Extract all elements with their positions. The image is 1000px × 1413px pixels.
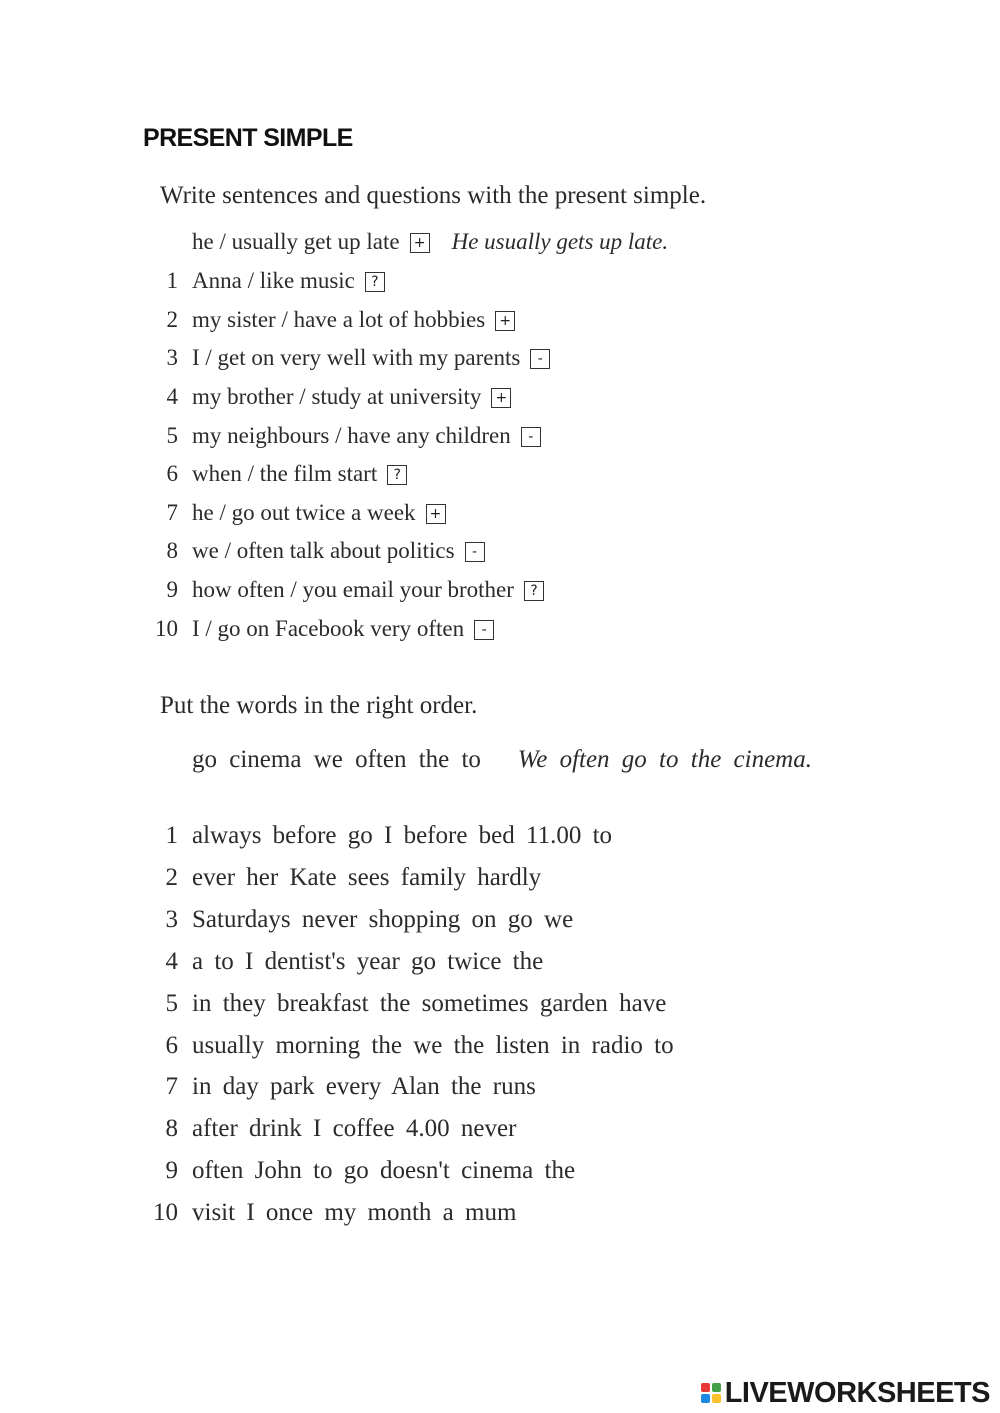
question-box-icon: ? bbox=[365, 272, 385, 292]
logo-text: LIVEWORKSHEETS bbox=[724, 1376, 990, 1409]
question-box-icon: ? bbox=[524, 581, 544, 601]
logo-square bbox=[712, 1394, 721, 1403]
item-number: 8 bbox=[165, 1115, 178, 1142]
item-number: 2 bbox=[165, 864, 178, 891]
page-title: PRESENT SIMPLE bbox=[143, 124, 353, 152]
item-number: 5 bbox=[166, 423, 178, 448]
item-number: 7 bbox=[166, 500, 178, 525]
item-number: 1 bbox=[165, 822, 178, 849]
logo-square bbox=[701, 1394, 710, 1403]
exercise2-example bbox=[192, 742, 832, 777]
item-prompt: we / often talk about politics bbox=[192, 538, 455, 563]
item-number: 9 bbox=[166, 577, 178, 602]
item-number: 5 bbox=[165, 990, 178, 1017]
example-answer: He usually gets up late. bbox=[451, 229, 669, 254]
plus-box-icon: + bbox=[491, 388, 511, 408]
item-number: 1 bbox=[166, 268, 178, 293]
exercise2-instruction: Put the words in the right order. bbox=[160, 692, 478, 719]
item-number: 7 bbox=[165, 1073, 178, 1100]
item-number: 10 bbox=[155, 616, 178, 641]
item-words: visit I once my month a mum bbox=[192, 1199, 517, 1226]
item-words: usually morning the we the listen in radio to bbox=[192, 1032, 674, 1059]
item-prompt: I / get on very well with my parents bbox=[192, 345, 521, 370]
item-words: always before go I before bed 11.00 to bbox=[192, 822, 613, 849]
plus-box-icon: + bbox=[426, 504, 446, 524]
example-answer: We often go to the cinema. bbox=[517, 746, 812, 773]
plus-box-icon: + bbox=[495, 311, 515, 331]
item-number: 4 bbox=[166, 384, 178, 409]
item-number: 3 bbox=[166, 345, 178, 370]
example-prompt: go cinema we often the to bbox=[192, 746, 481, 773]
item-prompt: he / go out twice a week bbox=[192, 500, 416, 525]
item-prompt: Anna / like music bbox=[192, 268, 355, 293]
item-words: in they breakfast the sometimes garden have bbox=[192, 990, 667, 1017]
item-words: after drink I coffee 4.00 never bbox=[192, 1115, 517, 1142]
logo-square bbox=[712, 1383, 721, 1392]
item-number: 10 bbox=[153, 1199, 178, 1226]
minus-box-icon: - bbox=[521, 427, 541, 447]
item-words: ever her Kate sees family hardly bbox=[192, 864, 542, 891]
item-words: in day park every Alan the runs bbox=[192, 1073, 536, 1100]
exercise1-instruction: Write sentences and questions with the present simple. bbox=[160, 182, 707, 209]
item-number: 6 bbox=[166, 461, 178, 486]
item-prompt: my brother / study at university bbox=[192, 384, 482, 409]
item-number: 9 bbox=[165, 1157, 178, 1184]
minus-box-icon: - bbox=[530, 349, 550, 369]
logo-square bbox=[701, 1383, 710, 1392]
minus-box-icon: - bbox=[465, 542, 485, 562]
minus-box-icon: - bbox=[474, 620, 494, 640]
example-prompt: he / usually get up late bbox=[192, 229, 400, 254]
item-number: 4 bbox=[165, 948, 178, 975]
item-prompt: how often / you email your brother bbox=[192, 577, 514, 602]
liveworksheets-logo[interactable] bbox=[701, 1376, 990, 1410]
item-number: 8 bbox=[166, 538, 178, 563]
item-prompt: when / the film start bbox=[192, 461, 378, 486]
exercise1-example bbox=[192, 229, 668, 255]
item-words: Saturdays never shopping on go we bbox=[192, 906, 574, 933]
item-number: 6 bbox=[165, 1032, 178, 1059]
item-prompt: I / go on Facebook very often bbox=[192, 616, 465, 641]
logo-mark-icon bbox=[701, 1383, 721, 1403]
item-words: a to I dentist's year go twice the bbox=[192, 948, 544, 975]
question-box-icon: ? bbox=[387, 465, 407, 485]
item-prompt: my neighbours / have any children bbox=[192, 423, 511, 448]
item-prompt: my sister / have a lot of hobbies bbox=[192, 307, 486, 332]
item-words: often John to go doesn't cinema the bbox=[192, 1157, 576, 1184]
item-number: 3 bbox=[165, 906, 178, 933]
plus-box-icon: + bbox=[410, 233, 430, 253]
item-number: 2 bbox=[166, 307, 178, 332]
